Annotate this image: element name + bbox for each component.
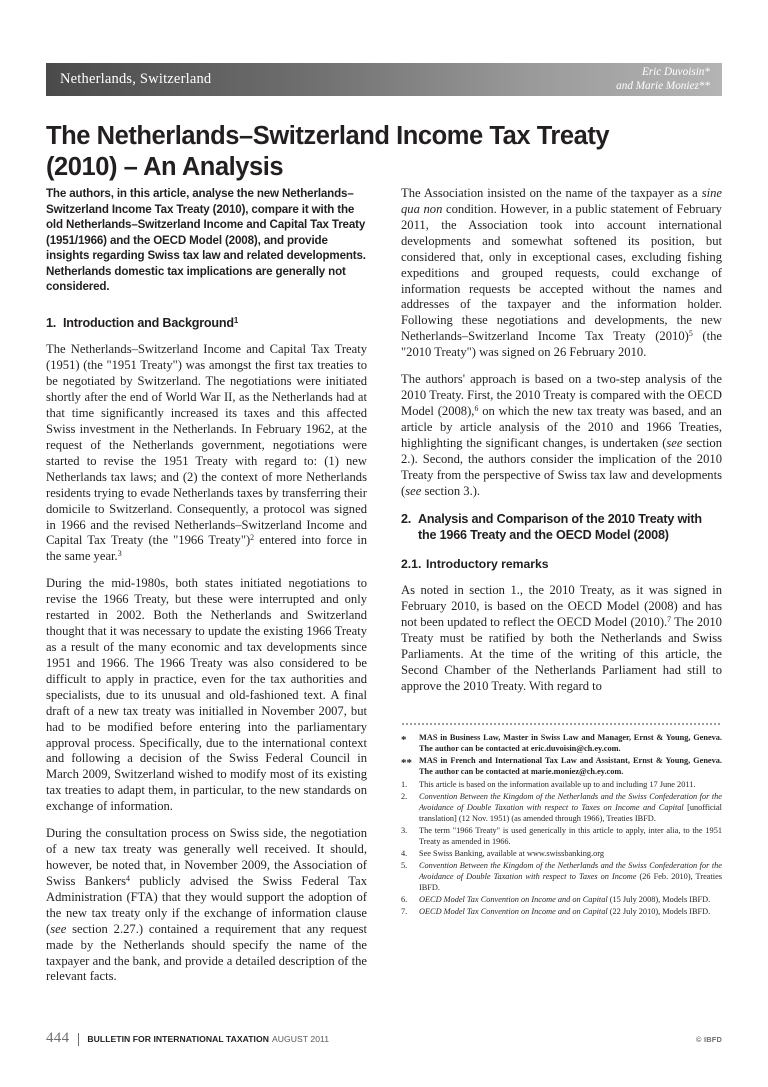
right-paragraph-1 <box>401 186 722 361</box>
footnote-marker: 4. <box>401 848 408 858</box>
left-p3-text-a: During the consultation process on Swiss side, the negotiation of a new tax treaty was generally well received. It should, however, be noted that, in November 2009, the Association of Swiss Bankers <box>46 826 367 888</box>
footnote-marker: 5. <box>401 861 408 871</box>
article-abstract: The authors, in this article, analyse the new Netherlands–Switzerland Income Tax Treaty (2010), compare it with the old Netherlands–Switzerland Income and Capital Tax Treaty (1951/1966) and the OECD Model (2008), and provide insights regarding Swiss tax law and related developments. Netherlands domestic tax implications are generally not considered. <box>46 187 366 294</box>
footnote-marker: 1. <box>401 779 408 789</box>
right-paragraph-3 <box>401 583 722 694</box>
footnote-text: This article is based on the information available up to and including 17 June 2011. <box>419 779 696 789</box>
footnote-ref-7: 7 <box>667 614 672 624</box>
section-1-title: Introduction and Background <box>63 316 234 331</box>
footnote-item <box>401 849 722 860</box>
footnote-ref-5: 5 <box>688 329 693 339</box>
footnote-item <box>401 780 722 791</box>
left-p3-see-italic: see <box>50 921 67 936</box>
footnote-citation-title: OECD Model Tax Convention on Income and on Capital <box>419 907 608 917</box>
footer-divider <box>78 1033 79 1046</box>
section-2-title: Analysis and Comparison of the 2010 Treaty with the 1966 Treaty and the OECD Model (2008) <box>418 511 702 542</box>
left-p1-text-a: The Netherlands–Switzerland Income and Capital Tax Treaty (1951) (the "1951 Treaty") was amongst the first tax treaties to be negotiated by Switzerland. The negotiations were initiated shortly after the end of World War II, as the Netherlands had at that time significantly increased its taxes and this affected Swiss investment in the Netherlands. In February 1962, at the request of the Netherlands government, negotiations were started to revise the 1951 Treaty with regard to: (1) new Netherlands tax laws; and (2) the context of more Netherlands residents trying to evade Netherlands taxes by transferring their domicile to Switzerland. Consequently, a protocol was signed in 1966 and the revised Netherlands–Switzerland Income and Capital Tax Treaty (the "1966 Treaty") <box>46 342 367 548</box>
left-paragraph-3 <box>46 826 367 985</box>
banner-author-line-2: and Marie Moniez** <box>616 79 710 92</box>
right-p1-text-b: condition. However, in a public statement of February 2011, the Association took into account international developments and somewhat softened its position, but considered that, only in exceptional cases, excluding fishing expeditions and grouped requests, could exchange of information requests be accepted without the names and addresses of the taxpayer and the information holder. Following these negotiations and developments, the new Netherlands–Switzerland Income Tax Treaty (2010) <box>401 201 722 344</box>
footnote-marker: * <box>401 734 407 746</box>
footnote-text: Convention Between the Kingdom of the Netherlands and the Swiss Confederation for the Avoidance of Double Taxation with respect to Taxes on Income and Capital [unofficial translation] (12 Nov. 1951) (as amended through 1966), Treaties IBFD. <box>419 792 722 823</box>
footnote-citation-title: Convention Between the Kingdom of the Netherlands and the Swiss Confederation for the Avoidance of Double Taxation with respect to Taxes on Income and Capital <box>419 792 722 812</box>
footnote-item <box>401 792 722 824</box>
footnote-text: The term "1966 Treaty" is used generically in this article to apply, inter alia, to the 1951 Treaty as amended in 1966. <box>419 825 722 846</box>
section-2-1-title: Introductory remarks <box>426 557 549 572</box>
footnote-ref-4: 4 <box>126 873 131 883</box>
right-p2-see-italic-1: see <box>666 435 683 450</box>
footnote-separator-rule <box>401 723 722 725</box>
footnote-item <box>401 907 722 918</box>
banner-countries: Netherlands, Switzerland <box>60 71 212 88</box>
footnote-text: See Swiss Banking, available at www.swissbanking.org <box>419 848 605 858</box>
section-1-footnote-ref: 1 <box>233 315 239 325</box>
section-2-1-number: 2.1. <box>401 557 422 572</box>
journal-issue: AUGUST 2011 <box>271 1033 330 1044</box>
left-paragraph-2: During the mid-1980s, both states initiated negotiations to revise the 1966 Treaty, but these were interrupted and only restarted in 2002. Both the Netherlands and Switzerland thought that it was necessary to update the existing 1966 Treaty as a result of the many economic and tax developments since 1951 and 1966. The 1966 Treaty was also considered to be difficult to apply in practice, even for the tax authorities and specialists, due to its unusual and old-fashioned text. A final draft of a new tax treaty was initialled in November 2007, but had to be modified before entering into the parliamentary approval process. Specifically, due to the international context and following a decision of the Swiss Federal Council in March 2009, Switzerland wished to modify most of its existing tax treaties to adapt them, in particular, to the new standards on exchange of information. <box>46 576 367 814</box>
footer-left-group <box>46 1030 329 1047</box>
footnote-citation-title: Convention Between the Kingdom of the Netherlands and the Swiss Confederation for the Avoidance of Double Taxation with respect to Taxes on Income <box>419 861 722 881</box>
footnote-text: OECD Model Tax Convention on Income and on Capital (22 July 2010), Models IBFD. <box>419 907 711 917</box>
section-heading-2-1 <box>401 557 722 573</box>
footnote-text: Convention Between the Kingdom of the Netherlands and the Swiss Confederation for the Avoidance of Double Taxation with respect to Taxes on Income (26 Feb. 2010), Treaties IBFD. <box>419 861 722 892</box>
section-heading-2 <box>401 511 722 544</box>
journal-name: BULLETIN FOR INTERNATIONAL TAXATION <box>87 1033 269 1044</box>
right-p3-text-b: The 2010 Treaty must be ratified by both the Netherlands and Swiss Parliaments. At the time of the writing of this article, the Second Chamber of the Netherlands Parliament had still to approve the 2010 Treaty. With regard to <box>401 614 722 693</box>
right-p1-latin-phrase: sine qua non <box>401 186 722 216</box>
copyright-notice: © IBFD <box>696 1035 722 1044</box>
right-p3-text-a: As noted in section 1., the 2010 Treaty, as it was signed in February 2010, is based on the OECD Model (2008) and has not been updated to reflect the OECD Model (2010). <box>401 583 722 629</box>
section-1-number: 1. <box>46 316 57 331</box>
section-heading-1 <box>46 315 367 331</box>
footnote-text: MAS in Business Law, Master in Swiss Law and Manager, Ernst & Young, Geneva. The author can be contacted at eric.duvoisin@ch.ey.com. <box>419 733 722 753</box>
left-p3-text-b: publicly advised the Swiss Federal Tax Administration (FTA) that they would support the adoption of the new tax treaty only if the exchange of information clause ( <box>46 873 367 936</box>
footnote-marker: 7. <box>401 907 408 917</box>
right-p2-text-d: section 3.). <box>421 483 481 498</box>
right-paragraph-2 <box>401 372 722 499</box>
page-footer <box>46 1030 722 1047</box>
footnote-ref-3: 3 <box>117 549 122 559</box>
right-p1-text-c: (the "2010 Treaty") was signed on 26 February 2010. <box>401 329 722 360</box>
footnote-item <box>401 861 722 893</box>
footnote-item <box>401 895 722 906</box>
footnote-text: OECD Model Tax Convention on Income and on Capital (15 July 2008), Models IBFD. <box>419 894 711 904</box>
footnote-ref-6: 6 <box>474 403 479 413</box>
right-p2-text-a: The authors' approach is based on a two-step analysis of the 2010 Treaty. First, the 2010 Treaty is compared with the OECD Model (2008), <box>401 372 722 418</box>
left-p1-text-b: entered into force in the same year. <box>46 533 367 564</box>
footnote-text: MAS in French and International Tax Law and Assistant, Ernst & Young, Geneva. The author can be contacted at marie.moniez@ch.ey.com. <box>419 756 722 777</box>
banner-authors <box>616 66 710 92</box>
running-head-banner <box>46 63 722 96</box>
right-column <box>401 186 722 706</box>
footnote-marker: ** <box>401 757 412 770</box>
page-number: 444 <box>46 1030 70 1046</box>
section-2-number: 2. <box>401 511 412 526</box>
footnote-marker: 3. <box>401 825 408 835</box>
banner-author-line-1: Eric Duvoisin* <box>641 66 710 79</box>
footnote-marker: 6. <box>401 894 408 904</box>
right-p2-see-italic-2: see <box>405 483 422 498</box>
footnote-item <box>401 826 722 847</box>
footnote-ref-2: 2 <box>250 533 255 543</box>
right-p2-text-b: on which the new tax treaty was based, and an article by article analysis of the 2010 and 1966 Treaties, highlighting the significant changes, is undertaken ( <box>401 403 722 450</box>
article-title: The Netherlands–Switzerland Income Tax Treaty (2010) – An Analysis <box>46 122 610 182</box>
left-p3-text-c: section 2.27.) contained a requirement that any request made by the Netherlands should specify the name of the taxpayer and the bank, and provide a detailed description of the relevant facts. <box>46 921 367 984</box>
right-p2-text-c: section 2.). Second, the authors consider the implication of the 2010 Treaty from the perspective of Swiss tax law and developments ( <box>401 435 722 498</box>
footnote-item <box>401 733 722 754</box>
left-column <box>46 186 367 996</box>
footnote-marker: 2. <box>401 792 408 802</box>
right-p1-text-a: The Association insisted on the name of the taxpayer as a <box>401 186 702 200</box>
footnote-citation-title: OECD Model Tax Convention on Income and on Capital <box>419 894 608 904</box>
footnote-item <box>401 756 722 777</box>
left-paragraph-1 <box>46 342 367 565</box>
footnotes-block <box>401 733 722 919</box>
